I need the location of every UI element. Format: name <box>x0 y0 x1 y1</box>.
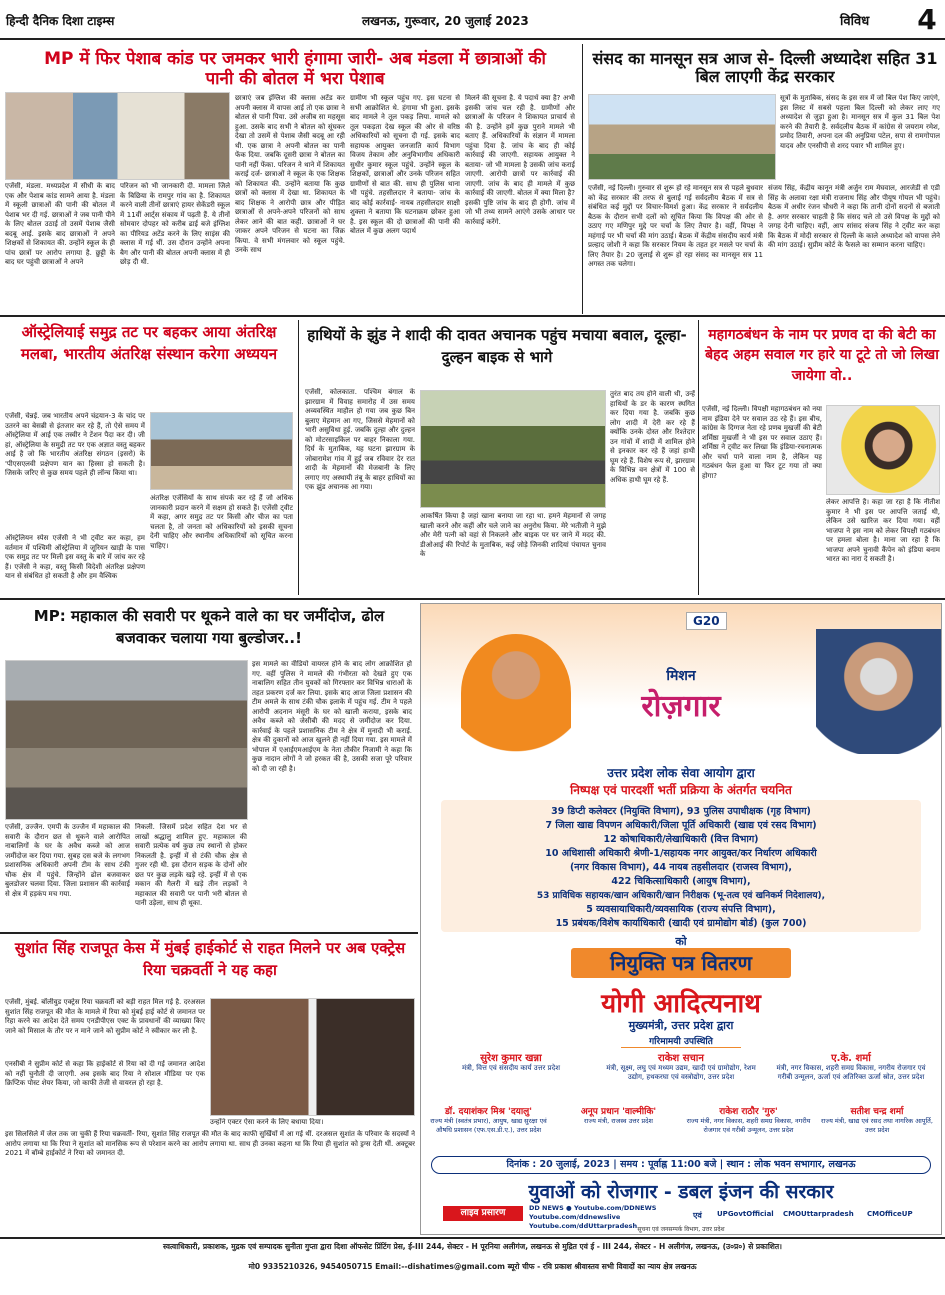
post-item: 7 जिला खाद्य विपणन अधिकारी/जिला पूर्ति अधिकारी (खाद्य एवं रसद विभाग) <box>545 820 817 831</box>
rhea-bottom: इस सिलसिले में जेल तक जा चुकी हैं रिया चक्रवर्ती- रिया, सुशांत सिंह राजपूत की मौत के बाद काफी सुर्खियों में आ गई थीं. दरअसल सुशांत के परिवार के सदस्यों ने आरोप लगाया था कि रिया ने सुशांत को मानसिक रूप से परेशान करने का आरोप लगाया था. साथ ही उनका कहना था कि रिया ही सुशांत को ड्रग्स देती थीं. अक्टूबर 2021 में बॉम्बे हाईकोर्ट ने रिया को जमानत दी. <box>5 1130 415 1157</box>
mahakal-mid: निकली. जिसमें प्रदेश सहित देश भर से लाखों श्रद्धालु शामिल हुए. महाकाल की सवारी प्रत्येक वर्ष कुछ तय स्थानों से होकर निकलती है. इन्हीं में से टंकी चौक क्षेत्र से गुजर रही थी. इस दौरान सड़क के दोनों ओर छत पर कुछ लड़के खड़े रहे. इन्हीं में से एक मकान की गैलरी में खड़े तीन लड़कों ने महाकाल की सवारी पर पानी भरी बोतल से पानी उड़ेला, साथ ही थूका. <box>135 823 247 907</box>
guest-role: राज्य मंत्री, राजस्व उत्तर प्रदेश <box>584 1117 653 1125</box>
ad-process: निष्पक्ष एवं पारदर्शी भर्ती प्रक्रिया के अंतर्गत चयनित <box>570 783 792 797</box>
divider-h <box>0 598 945 600</box>
guest-name: राकेश राठौर 'गुरु' <box>719 1107 778 1117</box>
mission-label: मिशन <box>666 668 696 684</box>
g20-logo: G20 <box>686 612 727 630</box>
rhea-left: एजेंसी, मुंबई. बॉलीवुड एक्ट्रेस रिया चक्रवर्ती को बड़ी राहत मिल गई है. दरअसल सुशांत सिंह राजपूत की मौत के मामले में रिया को मुंबई हाई कोर्ट से जमानत पर रिहा करने का आदेश देते समय एनडीपीएस एक्ट के प्रावधानों की व्याख्या किए जाने को मिसाल के तौर पर न माने जाने को सुप्रीम कोर्ट ने स्वीकार कर ली है. <box>5 998 205 1035</box>
post-item: 15 प्रबंधक/विशेष कार्याधिकारी (खादी एवं ग्रामोद्योग बोर्ड) (कुल 700) <box>555 918 807 929</box>
guest-name: राकेश सचान <box>658 1053 704 1064</box>
post-item: 53 प्राविधिक सहायक/खान अधिकारी/खान निरीक्षक (भू-तत्व एवं खनिकर्म निदेशालय), <box>536 891 826 901</box>
divider-v <box>298 320 299 595</box>
elephants-right: तुरंत बाद तय होने वाली थी, उन्हें हाथियों के डर के कारण स्थगित कर दिया गया है. जबकि कुछ लोग शादी में देरी कर रहे हैं क्योंकि उनके दोस्त और रिश्तेदार उन गांवों में शादी में शामिल होने से इनकार कर रहे हैं जहां हाथी घूम रहे हैं. विशेष रूप से, झारग्राम के विभिन्न वन क्षेत्रों में 100 से अधिक हाथी घूम रहे हैं. <box>610 390 695 484</box>
rhea-right: उन्होंने एक्टर ऐसा करने के लिए बधाया दिया। <box>210 1118 324 1126</box>
parliament-photo <box>588 94 776 180</box>
page-number: 4 <box>917 3 937 36</box>
elephants-mid: आकर्षित किया है जहां खाना बनाया जा रहा था. हमने मेहमानों से जगह खाली करने और कहीं और चले जाने का अनुरोध किया. मेरे भतीजी ने मुझे और मेरी पत्नी को वहां से निकलने और बाइक पर घर जाने में मदद की. डीओआई की रिपोर्ट के मुताबिक, कई जोड़े जिनकी शादियां पंचायत चुनाव के <box>420 512 606 558</box>
guest-name: ए.के. शर्मा <box>831 1053 871 1064</box>
mahakal-left: एजेंसी, उज्जैन. एमपी के उज्जैन में महाकाल की सवारी के दौरान छत से थूकने वाले आरोपित नाबालिगों के घर के अवैध कब्जे को आज जमींदोज कर दिया गया. सुबह दस बजे के लगभग प्रशासनिक अधिकारी अपनी टीम के साथ टंकी चौक क्षेत्र में पहुंचे. जिन्होंने ढोल बजवाकर बुलडोजर चलवा दिया. जिला प्रशासन की कार्रवाई से क्षेत्र में हड़कंप मच गया. <box>5 823 130 898</box>
divider-h <box>0 932 418 934</box>
guest-name: डॉ. दयाशंकर मिश्र 'दयालु' <box>444 1107 533 1117</box>
post-item: 12 कोषाधिकारी/लेखाधिकारी (वित्त विभाग) <box>603 834 759 845</box>
mp-headline: MP में फिर पेशाब कांड पर जमकर भारी हंगामा जारी- अब मंडला में छात्राओं की पानी की बोतल में भरा पेशाब <box>44 49 546 89</box>
dd-link-1: DD NEWS ● Youtube.com/DDNEWS <box>529 1204 657 1212</box>
australia-right: अंतरिक्ष एजेंसियों के साथ संपर्क कर रहे हैं जो अधिक जानकारी प्रदान करने में सक्षम हो सकते हैं। एजेंसी ट्वीट में कहा, अगर समुद्र तट पर किसी और चीज का पता चलता है, तो जनता को अधिकारियों को इसकी सूचना देनी चाहिए और स्थानीय अधिकारियों को सूचित करना चाहिए। <box>150 494 293 550</box>
dd-link-3: Youtube.com/ddUttarpradesh <box>529 1222 638 1230</box>
elephants-left: एजेंसी, कोलकाता. पश्चिम बंगाल के झारग्राम में विवाह समारोह में उस समय अव्यवस्थित माहौल हो गया जब कुछ बिन बुलाए मेहमान आ गए, जिससे मेहमानों को भारी असुविधा हुई. जबकि दूल्हा और दुल्हन को मोटरसाइकिल पर बाहर निकाला गया. दिर्घ के मुताबिक, यह घटना झारग्राम के जोबारामेश गांव में हुई जब रविवार देर रात शादी के मेहमानों की मेजबानी के लिए लगाए गए अस्थायी तंबू के बाहर हाथियों का एक झुंड अचानक आ गया। <box>305 388 415 491</box>
mp-col1: एजेंसी, मंडला. मध्यप्रदेश में सीधी के बाद एक और पेशाब कांड सामने आया है. मंडला में स्कूली छात्राओं की पानी की बोतल में पेशाब भर दी गई. छात्राओं ने जब पानी पीने के लिए बोतल उठाई तो उसमें पेशाब जैसी बदबू आई. इसके बाद छात्राओं ने अपने शिक्षकों से शिकायत की. उन्होंने स्कूल के ही पांच छात्रों पर आरोप लगाया है. छुट्टी के बाद घर पहुंची छात्राओं ने अपने <box>5 182 115 266</box>
mp-photo <box>5 92 230 180</box>
elephants-photo <box>420 390 606 508</box>
mp-col2: परिजन को भी जानकारी दी. मामला जिले के बिछिया के रामपुर गांव का है. शिकायत करने वाली तीनों छात्राएं हायर सेकेंडरी स्कूल में 11वीं आर्ट्स संकाय में पढ़ती हैं. ये तीनों सोमवार दोपहर को करीब ढाई बजे इंग्लिश का पीरियड अटेंड करने के लिए साइंस की क्लास में गई थीं. उस दौरान उन्होंने अपना बैग और पानी की बोतल अपनी क्लास में ही छोड़ दी थी. <box>120 182 230 266</box>
guest-name: अनूप प्रधान 'वाल्मीकि' <box>580 1107 657 1117</box>
parliament-headline: संसद का मानसून सत्र आज से- दिल्ली अध्यादेश सहित 31 बिल लाएगी केंद्र सरकार <box>592 49 938 87</box>
guest-name: सुरेश कुमार खन्ना <box>480 1053 542 1064</box>
facebook-handle: CMOUttarpradesh <box>783 1210 854 1218</box>
ad-footer: सूचना एवं जनसम्पर्क विभाग, उत्तर प्रदेश <box>637 1226 725 1233</box>
divider-v <box>698 320 699 595</box>
pranab-bottom: लेकर आपत्ति है। कहा जा रहा है कि नीतीश कुमार ने भी इस पर आपत्ति जताई थी, लेकिन उसे खारिज कर दिया गया। वहीं भाजपा ने इस नाम को लेकर विपक्षी गठबंधन पर हमला बोला है। माना जा रहा है कि भाजपा अपने चुनावी कैंपेन को इंडिया बनाम भारत का नारा दे सकती है। <box>826 498 940 563</box>
australia-left: एजेंसी, चेन्नई. जब भारतीय अपने चंद्रयान-3 के चांद पर उतरने का बेसब्री से इंतजार कर रहे हैं, तो ऐसे समय में ऑस्ट्रेलिया में आई एक तस्वीर ने टेंशन पैदा कर दी। जी हां, ऑस्ट्रेलिया के समुद्री तट पर एक अज्ञात वस्तु बहकर आई है जो कि भारतीय अंतरिक्ष संगठन (इसरो) के 'पीएसएलवी प्रक्षेपण यान का हिस्सा हो सकती है। जिसके जरिए से कुछ समय पहले ही लॉन्च किया था। <box>5 412 145 477</box>
pranab-photo <box>826 405 940 495</box>
divider-v <box>582 44 583 314</box>
mp-col3: छात्राएं जब इंग्लिश की क्लास अटेंड कर अपनी क्लास में वापस आई तो एक छात्रा ने बोतल से पानी पिया. उसे अजीब सा महसूस हुआ. उसके बाद सभी ने बोतल को सूंघकर देखा तो उसमें से पेशाब जैसी बदबू आ रही थी. एक छात्रा ने अपनी बोतल का पानी फेंक दिया. जबकि दूसरी छात्रा ने बोतल का पानी नहीं फेंका. परिजन ने थाने में शिकायत कराई दर्ज- छात्राओं ने स्कूल के एक शिक्षक को शिकायत की. उन्होंने बताया कि कुछ छात्रों को क्लास में देखा था. शिकायत के बाद शिक्षक ने आरोपी छात्र और पीड़ित छात्राओं से अपने-अपने परिजनों को साथ लेकर आने की बात कही. छात्राओं ने घर जाकर अपने परिजन से घटना का जिक्र किया. वे सभी मंगलवार को स्कूल पहुंचे. उनके साथ <box>235 94 345 254</box>
post-item: 39 डिप्टी कलेक्टर (नियुक्ति विभाग), 93 पुलिस उपाधीक्षक (गृह विभाग) <box>551 806 811 817</box>
ad-slogan: युवाओं को रोजगार - डबल इंजन की सरकार <box>528 1181 834 1203</box>
guest-role: राज्य मंत्री, नगर विकास, शहरी समग्र विकास, नगरीय रोजगार एवं गरीबी उन्मूलन, उत्तर प्रदेश <box>686 1117 811 1134</box>
and-label: एवं <box>693 1211 702 1220</box>
mission-rozgar-ad <box>420 603 942 1235</box>
rhea-photo <box>210 998 415 1116</box>
post-item: 422 चिकित्साधिकारी (आयुष विभाग), <box>611 876 751 887</box>
twitter-handle: CMOfficeUP <box>867 1210 913 1218</box>
dd-link-2: Youtube.com/ddnewslive <box>529 1213 621 1221</box>
ad-org: उत्तर प्रदेश लोक सेवा आयोग द्वारा <box>607 766 755 780</box>
twitter-handle: UPGovtOfficial <box>717 1210 774 1218</box>
guest-name: सतीश चन्द्र शर्मा <box>850 1107 904 1117</box>
australia-headline: ऑस्ट्रेलियाई समुद्र तट पर बहकर आया अंतरिक्ष मलबा, भारतीय अंतरिक्ष संस्थान करेगा अध्ययन <box>20 323 278 363</box>
parliament-side: सूत्रों के मुताबिक, संसद के इस सत्र में जो बिल पेश किए जाएंगे, इस लिस्ट में सबसे पहला बिल दिल्ली को लेकर लाए गए अध्यादेश से जुड़ा हुआ है। मानसून सत्र में कुल 31 बिल पेश करने की तैयारी है. सर्वदलीय बैठक में कांग्रेस से जयराम रमेश, प्रमोद तिवारी, अपना दल की अनुप्रिया पटेल, सपा से रामगोपाल यादव और एनसीपी से शरद पवार भी शामिल हुए। <box>780 94 940 150</box>
section-label: विविध <box>840 14 870 29</box>
guest-role: राज्य मंत्री, खाद्य एवं रसद तथा नागरिक आपूर्ति, उत्तर प्रदेश <box>821 1117 933 1134</box>
parliament-left: एजेंसी, नई दिल्ली। गुरुवार से शुरू हो रहे मानसून सत्र से पहले बुधवार को केंद्र सरकार की तरफ से बुलाई गई सर्वदलीय बैठक में सत्र से संबंधित कई मुद्दों पर विचार-विमर्श हुआ। केंद्र सरकार ने सर्वदलीय बैठक के दौरान सभी दलों को सूचित किया कि विपक्ष की ओर से उठाए गए मणिपुर मुद्दे पर चर्चा के लिए तैयार है। वहीं, विपक्ष ने महंगाई पर भी चर्चा की मांग उठाई। बैठक में केंद्रीय संसदीय कार्य मंत्री प्रल्हाद जोशी ने कहा कि सरकार नियम के तहत हर मसले पर चर्चा के लिए तैयार है। 20 जुलाई से शुरू हो रहा संसद का मानसून सत्र 11 अगस्त तक चलेगा। <box>588 184 763 268</box>
mahakal-photo <box>5 660 248 820</box>
guest-role: राज्य मंत्री (स्वतंत्र प्रभार), आयुष, खाद्य सुरक्षा एवं औषधि प्रशासन (एफ.एस.डी.ए.), उत्तर प्रदेश <box>430 1117 547 1134</box>
paper-name: हिन्दी दैनिक दिशा टाइम्स <box>6 14 115 28</box>
mp-col5: मिलने की सूचना है. ये पदार्थ क्या है? अभी इसकी जांच चल रही है. ग्रामीणों और छात्राओं के परिजन ने शिकायत प्राचार्य से की है. उन्होंने हमें कुछ पुराने मामले भी बताए हैं. अधिकारियों के संज्ञान में मामला पहुंचा दिया है. जांच के बाद ही कोई कार्रवाई की जाएगी. सहायक आयुक्त ने बताया- जो भी मामला है उसकी जांच कराई जाएगी. आरोपी छात्रों पर कार्रवाई की जाएगी. जांच के बाद ही मामले में कुछ कार्रवाई की जाएगी. बोतल में क्या मिला है? इसकी पुष्टि जांच के बाद ही होगी. जांच में जो भी तथ्य सामने आएंगे उसके आधार पर कार्रवाई करेंगे. <box>465 94 575 226</box>
mahakal-right: इस मामले का वीडियो वायरल होने के बाद लोग आक्रोशित हो गए. वहीं पुलिस ने मामले की गंभीरता को देखते हुए एक नाबालिग सहित तीन युवकों को गिरफ्तार कर विभिन्न धाराओं के तहत प्रकरण दर्ज कर लिया. इसके बाद आज जिला प्रशासन की टीम अमले के साथ टंकी चौक इलाके में पहुंच गई. टीम ने पहले आरोपी अदनान मंसूरी के घर को खाली कराया, इसके बाद अवैध कब्जे को जेसीबी की मदद से जमींदोज कर दिया. कार्रवाई के पहले प्रशासनिक टीम ने क्षेत्र में मुनादी भी कराई. क्षेत्र की दुकानों को आज खुलने ही नहीं दिया गया. इस मामले में भोपाल में एआईएमआईएम के नेता तौकीर निजामी ने कहा कि कुछ नादान लोगों ने जो हरकत की है, उसकी सजा पूरे परिवार को दी जा रही है। <box>252 660 412 773</box>
pranab-left: एजेंसी, नई दिल्ली। विपक्षी महागठबंधन को नया नाम इंडिया देने पर सवाल उठ रहे हैं। इस बीच, कांग्रेस के दिग्गज नेता रहे प्रणब मुखर्जी की बेटी शर्मिष्ठा मुखर्जी ने भी इस पर सवाल उठाए हैं। शर्मिष्ठा ने ट्वीट कर लिखा कि इंडिया-रचनात्मक और चर्चा पाने वाला नाम है, लेकिन यह गठबंधन फेल हुआ या फिर टूट गया तो क्या होगा? <box>702 405 822 480</box>
parliament-right: संजय सिंह, केंद्रीय कानून मंत्री अर्जुन राम मेघवाल, आरजेडी से एडी सिंह के अलावा रक्षा मंत्री राजनाथ सिंह और पीयूष गोयल भी पहुंचे। बैठक में अधीर रंजन चौधरी ने कहा कि तानी दोनों सदनों से बजाती है. अगर सरकार चाहती है कि संसद चले तो उसे विपक्ष के मुद्दों को जगह देनी चाहिए। वहीं, आप सांसद संजय सिंह ने ट्वीट कर कहा कि बैठक में मोदी सरकार से दिल्ली के काले अध्यादेश को वापस लेने की मांग उठाई। सुप्रीम कोर्ट के फैसले का सम्मान करना चाहिए। <box>768 184 940 249</box>
divider-h <box>0 1237 945 1239</box>
dateline: लखनऊ, गुरूवार, 20 जुलाई 2023 <box>362 14 529 28</box>
guest-role: मंत्री, नगर विकास, शहरी समग्र विकास, नगरीय रोजगार एवं गरीबी उन्मूलन, ऊर्जा एवं अतिरिक्त ऊर्जा स्रोत, उत्तर प्रदेश <box>776 1064 926 1081</box>
distribution-banner: नियुक्ति पत्र वितरण <box>571 948 791 978</box>
elephants-headline: हाथियों के झुंड ने शादी की दावत अचानक पहुंच मचाया बवाल, दूल्हा-दुल्हन बाइक से भागे <box>307 326 687 366</box>
yogi-name: योगी आदित्यनाथ <box>601 989 761 1019</box>
rozgar-label: रोज़गार <box>641 689 721 724</box>
ko-label: को <box>675 935 687 948</box>
modi-portrait <box>816 629 941 754</box>
post-item: (नगर विकास विभाग), 44 नायब तहसीलदार (राजस्व विभाग), <box>569 862 793 873</box>
rhea-left2: एनसीबी ने सुप्रीम कोर्ट से कहा कि हाईकोर्ट से रिया को दी गई जमानत आदेश को नहीं चुनौती दी जाएगी. अब इसके बाद रिया ने सोशल मीडिया पर एक क्रिप्टिक पोस्ट शेयर किया, जो काफी तेजी से वायरल हो रहा है. <box>5 1060 205 1087</box>
live-badge: लाइव प्रसारण <box>443 1206 523 1221</box>
mahakal-headline: MP: महाकाल की सवारी पर थूकने वाले का घर जमींदोज, ढोल बजवाकर चलाया गया बुल्डोजर..! <box>33 607 385 647</box>
post-item: 5 व्यवसायाधिकारी/व्यवसायिक (राज्य संपत्ति विभाग), <box>586 904 776 915</box>
australia-photo <box>150 412 293 490</box>
imprint-line-1: स्वत्वाधिकारी, प्रकाशक, मुद्रक एवं सम्पादक सुनीता गुप्ता द्वारा दिशा ऑफसेट प्रिंटिंग प्रेस, ई-III 244, सेक्टर - H पूरनिया अलीगंज, लखनऊ से मुद्रित एवं ई - III 244, सेक्टर - H अलीगंज, लखनऊ, (उ०प्र०) से प्रकाशित। <box>162 1242 783 1251</box>
imprint-line-2: मो0 9335210326, 9454050715 Email:--dishatimes@gmail.com ब्यूरो चीफ - रवि प्रकाश श्रीवास्तव सभी विवादों का न्याय क्षेत्र लखनऊ <box>248 1262 697 1271</box>
guest-role: मंत्री, वित्त एवं संसदीय कार्य उत्तर प्रदेश <box>461 1064 561 1072</box>
presence-label: गरिमामयी उपस्थिति <box>621 1034 741 1048</box>
australia-bottom: ऑस्ट्रेलियन स्पेस एजेंसी ने भी ट्वीट कर कहा, हम वर्तमान में पश्चिमी ऑस्ट्रेलिया में जूरियन खाड़ी के पास एक समुद्र तट पर मिली इस वस्तु के बारे में जांच कर रहे हैं। एजेंसी ने कहा, वस्तु किसी विदेशी अंतरिक्ष प्रक्षेपण यान से संबंधित हो सकती है और हम वैश्विक <box>5 534 145 580</box>
post-item: 10 अधिशासी अधिकारी श्रेणी-1/सहायक नगर आयुक्त/कर निर्धारण अधिकारी <box>545 848 817 859</box>
divider-h <box>0 315 945 317</box>
event-details: दिनांक : 20 जुलाई, 2023 | समय : पूर्वाह्न 11:00 बजे | स्थान : लोक भवन सभागार, लखनऊ <box>431 1156 931 1174</box>
guest-role: मंत्री, सूक्ष्म, लघु एवं मध्यम उद्यम, खादी एवं ग्रामोद्योग, रेशम उद्योग, हथकरघा एवं वस्त्रोद्योग, उत्तर प्रदेश <box>606 1064 756 1081</box>
yogi-portrait <box>461 634 571 752</box>
masthead-bar <box>0 0 945 40</box>
mp-col4: ग्रामीण भी स्कूल पहुंच गए. इस घटना से सभी आक्रोशित थे. हंगामा भी हुआ. इसके बाद मामले ने तूल पकड़ लिया. मामले को तूल पकड़ता देख स्कूल की ओर से वरिष्ठ अधिकारियों को सूचना दी गई. इसके बाद सहायक आयुक्त जनजाति कार्य विभाग विजय तेकाम और अनुविभागीय अधिकारी सुधीर कुमार स्कूल पहुंचे. उन्होंने स्कूल के शिक्षकों, छात्राओं और उनके परिजन सहित ग्रामीणों से बात की. साथ ही पुलिस थाना भी पहुंचे. तहसीलदार ने बताया- जांच के बाद कोई कार्रवाई- नायब तहसीलदार साक्षी शुक्ला ने बताया कि घटनाक्रम छोकर हुआ है. इस स्कूल की दो छात्राओं की पानी की बोतल में कुछ अलग पदार्थ <box>350 94 460 235</box>
pranab-headline: महागठबंधन के नाम पर प्रणव दा की बेटी का बेहद अहम सवाल गर हारे या टूटे तो जो लिखा जायेगा वो.. <box>705 327 939 384</box>
rhea-headline: सुशांत सिंह राजपूत केस में मुंबई हाईकोर्ट से राहत मिलने पर अब एक्ट्रेस रिया चक्रवर्ती ने यह कहा <box>14 939 406 979</box>
cm-title: मुख्यमंत्री, उत्तर प्रदेश द्वारा <box>628 1019 734 1032</box>
